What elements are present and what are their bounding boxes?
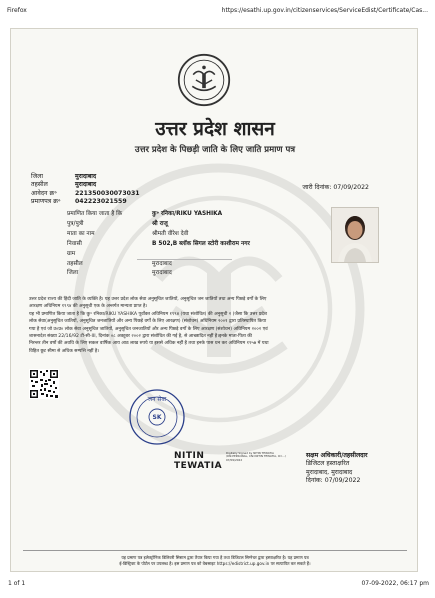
print-header: [0, 0, 435, 24]
officer-title: सक्षम अधिकारी/तहसीलदार: [306, 452, 368, 459]
certificate-footer: [25, 555, 405, 567]
detail-value: कु॰ रनिका/RIKU YASHIKA: [152, 211, 223, 217]
detail-value: [137, 250, 232, 260]
up-government-emblem-icon: [177, 53, 231, 107]
body-line: यह भी प्रमाणित किया जाता है कि कु॰ रनिका/RIKU YASHIKA पूर्वोक्त अधिनियम १९९४ (यथा संशोधित) की अनुसूची २ (जैसा कि उत्तर प्रदेश: [29, 311, 267, 317]
signer-last-name: TEWATIA: [174, 461, 223, 471]
meta-row: [31, 181, 195, 189]
meta-value: 221350030073031: [75, 189, 140, 197]
detail-row: [67, 240, 250, 250]
detail-label: ग्राम: [67, 250, 76, 257]
meta-row: [31, 198, 195, 206]
body-line: लोक सेवा(अनुसूचित जातियों, अनुसूचित जनजातियों और अन्य पिछड़े वर्गों के लिए आरक्षण) (संशोधन) अधिनियम २००१ द्वारा प्रतिस्थापित किया: [29, 319, 267, 325]
meta-row: [31, 190, 195, 198]
print-timestamp: 07-09-2022, 06:17 pm: [361, 580, 429, 587]
detail-label: प्रमाणित किया जाता है कि: [67, 211, 123, 217]
certificate-body: [29, 296, 407, 355]
stamp-text: जन सेवा: [147, 396, 167, 403]
issue-date: जारी दिनांक: 07/09/2022: [302, 184, 369, 191]
detail-value: श्री राजू: [152, 220, 168, 227]
government-title: उत्तर प्रदेश शासन: [155, 118, 275, 140]
detail-row: [67, 210, 250, 220]
certificate-sheet: [10, 28, 418, 572]
detail-value: मुरादाबाद: [152, 260, 172, 267]
detail-row: [67, 269, 250, 279]
detail-label: माता का नाम: [67, 230, 95, 237]
meta-label: प्रमाणपत्र क्र॰: [31, 197, 61, 205]
officer-place: मुरादाबाद, मुरादाबाद: [306, 468, 353, 476]
signer-first-name: NITIN: [174, 451, 205, 461]
meta-label: आवेदन क्र॰: [31, 189, 57, 197]
print-footer: [0, 576, 435, 596]
body-line: उत्तर प्रदेश राज्य की हिंदी जाति के व्यक्ति है। यह उत्तर प्रदेश लोक सेवा अनुसूचित जातियों, अनुसूचित जन जातियों तथा अन्य पिछड़े वर्गों के लिए: [29, 297, 267, 302]
footer-line: यह प्रमाण पत्र इलेक्ट्रॉनिक डिलिवरी सिस्टम द्वारा तैयार किया गया है तथा डिजिटल सिग्नेचर द्वारा हस्ताक्षरित है। यह प्रमाण पत्र: [121, 555, 309, 560]
detail-value: श्रीमती वीरेश देवी: [152, 230, 189, 237]
applicant-photo: [331, 207, 379, 263]
meta-row: [31, 173, 195, 181]
certificate-title: उत्तर प्रदेश के पिछड़ी जाति के लिए जाति प्रमाण पत्र: [134, 145, 296, 155]
detail-row: [67, 220, 250, 230]
officer-signature-note: डिजिटल हस्ताक्षरित: [306, 460, 350, 468]
detail-row: [67, 260, 250, 270]
applicant-details: [67, 210, 250, 279]
detail-row: [67, 230, 250, 240]
page-count: 1 of 1: [8, 580, 26, 587]
signer-name: [174, 451, 222, 471]
detail-label: तहसील: [67, 260, 83, 267]
digital-signature: [174, 451, 294, 477]
meta-value: मुरादाबाद: [75, 173, 97, 180]
body-line: आरक्षण अधिनियम १९९४ की अनुसूची एक के अन्तर्गत मान्यता प्राप्त है।: [29, 304, 148, 310]
body-line: विहित छूट सीमा से अधिक सम्पत्ति नहीं है।: [29, 348, 100, 354]
body-line: गया है एवं जो उ०प्र० लोक सेवा अनुसूचित जातियों, अनुसूचित जनजातियों और अन्य पिछड़े वर्गों के लिए आरक्षण (संशोधन) अधिनियम २००२ एवं: [29, 326, 268, 332]
officer-date: दिनांक: 07/09/2022: [306, 477, 361, 485]
qr-code-icon: [29, 369, 59, 399]
body-line: शासनादेश संख्या 22/16/92 टी-सी-III, दिनांक ०८ अक्टूबर २००२ द्वारा संशोधित की गई है, से आच्छादित नहीं है।इनके माता-पिता की: [29, 334, 252, 340]
meta-value: मुरादाबाद: [75, 181, 97, 189]
meta-value: 042223021559: [75, 197, 127, 205]
signature-details: Digitally Signed by NITIN TEWATIA (DN:PERSONAL, CN=NITIN TEWATIA, O=...) 07/09/2022: [226, 451, 287, 462]
official-stamp: [127, 387, 187, 447]
detail-value: मुरादाबाद: [152, 270, 172, 277]
page-url: https://esathi.up.gov.in/citizenservices/ServiceEdist/Certificate/Cas...: [221, 7, 428, 14]
detail-value: B 502,B ब्लॉक सिगल स्टोरी काशीराम नगर: [152, 240, 250, 247]
issuing-officer: [306, 452, 368, 486]
meta-label: जिला: [31, 173, 43, 180]
detail-label: निवासी: [67, 240, 82, 247]
stamp-seal-icon: [127, 387, 187, 447]
detail-label: पुत्र/पुत्री: [67, 220, 84, 227]
meta-label: तहसील: [31, 181, 48, 189]
footer-line: ई-डिस्ट्रिक्ट के पोर्टल पर उपलब्ध है। इस प्रमाण पत्र को वेबसाइट https://edistrict.up.gov.in पर सत्यापित कर सकते हैं।: [119, 560, 311, 566]
meta-block: [31, 173, 195, 206]
person-photo-icon: [332, 208, 378, 262]
detail-row: [67, 250, 250, 260]
stamp-center-text: SK: [152, 414, 162, 421]
browser-name: Firefox: [7, 7, 27, 14]
footer-divider: [23, 550, 407, 551]
body-line: निरन्तर तीन वर्षो की अवधि के लिए सकल वार्षिक आय आठ लाख रुपये या इससे अधिक नहीं है तथा इनके पास धन कर अधिनियम १९५७ में यथा: [29, 341, 269, 347]
detail-label: जिला: [67, 270, 79, 277]
